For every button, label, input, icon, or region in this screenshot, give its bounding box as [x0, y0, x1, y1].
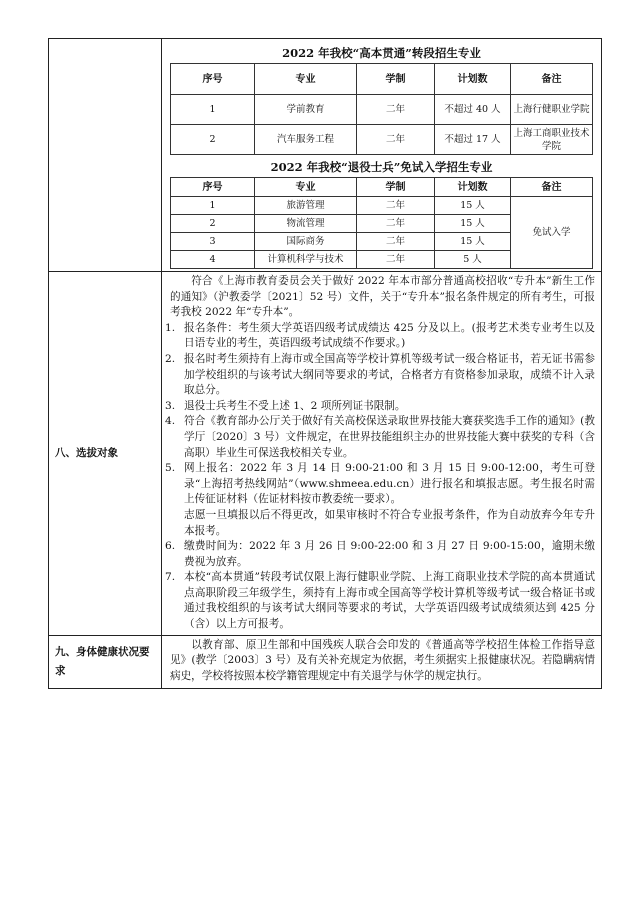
gaoben-majors-table [170, 63, 593, 155]
cell-note-merged: 免试入学 [511, 197, 593, 269]
table-row [171, 197, 593, 215]
row-selection-label-cell [49, 272, 162, 636]
table-header-row [171, 64, 593, 95]
col-header-index: 序号 [171, 64, 255, 95]
item-text: 志愿一旦填报以后不得更改，如果审核时不符合专业报考条件，作为自动放弃今年专升本报考。 [184, 508, 595, 537]
col-header-note: 备注 [511, 64, 593, 95]
row-majors-label-cell [49, 39, 162, 272]
cell-major: 计算机科学与技术 [255, 251, 357, 269]
cell-note: 上海行健职业学院 [511, 95, 593, 125]
row-selection [49, 272, 602, 636]
cell-index: 2 [171, 125, 255, 155]
cell-major: 国际商务 [255, 233, 357, 251]
item-text: 缴费时间为：2022 年 3 月 26 日 9:00-22:00 和 3 月 27 日 9:00-15:00，逾期未缴费视为放弃。 [184, 540, 595, 568]
col-header-plan: 计划数 [435, 64, 511, 95]
item-text: 报名时考生须持有上海市或全国高等学校计算机等级考试一级合格证书，若无证书需参加学校组织的与该考试大纲同等要求的考试，合格者方有资格参加录取，成绩不计入录取总分。 [184, 352, 595, 397]
cell-plan: 不超过 40 人 [435, 95, 511, 125]
item-text: 本校“高本贯通”转段考试仅限上海行健职业学院、上海工商职业技术学院的高本贯通试点高职阶段三年级学生，须持有上海市或全国高等学校计算机等级考试一级合格证书或通过我校组织的与该考试大纲同等要求的考试，大学英语四级考试成绩须达到 425 分（含）以上方可报考。 [184, 571, 595, 631]
item-number: 6. [165, 540, 176, 553]
cell-major: 物流管理 [255, 215, 357, 233]
table-row [171, 125, 593, 155]
col-header-duration: 学制 [357, 64, 435, 95]
cell-duration: 二年 [357, 197, 435, 215]
cell-major: 汽车服务工程 [255, 125, 357, 155]
list-item [162, 414, 601, 461]
item-text: 退役士兵考生不受上述 1、2 项所列证书限制。 [184, 399, 406, 412]
list-item [162, 539, 601, 570]
cell-plan: 5 人 [435, 251, 511, 269]
admissions-table [48, 38, 602, 689]
row-health [49, 635, 602, 689]
col-header-plan: 计划数 [435, 178, 511, 197]
cell-index: 4 [171, 251, 255, 269]
cell-plan: 15 人 [435, 215, 511, 233]
list-item [162, 352, 601, 399]
row-majors-content-cell [162, 39, 602, 272]
list-item [162, 399, 601, 415]
table-row [171, 95, 593, 125]
col-header-major: 专业 [255, 178, 357, 197]
cell-index: 2 [171, 215, 255, 233]
item-number: 3. [165, 399, 176, 412]
list-item [162, 508, 601, 539]
cell-duration: 二年 [357, 125, 435, 155]
cell-duration: 二年 [357, 233, 435, 251]
col-header-index: 序号 [171, 178, 255, 197]
cell-index: 1 [171, 95, 255, 125]
cell-plan: 15 人 [435, 233, 511, 251]
col-header-duration: 学制 [357, 178, 435, 197]
cell-note: 上海工商职业技术学院 [511, 125, 593, 155]
item-number: 2. [165, 352, 176, 365]
cell-plan: 15 人 [435, 197, 511, 215]
item-number: 7. [165, 571, 176, 584]
row-majors [49, 39, 602, 272]
col-header-major: 专业 [255, 64, 357, 95]
cell-duration: 二年 [357, 215, 435, 233]
row-health-content-cell [162, 635, 602, 689]
list-item [162, 461, 601, 508]
item-number: 4. [165, 415, 176, 428]
item-text: 符合《教育部办公厅关于做好有关高校保送录取世界技能大赛获奖选手工作的通知》(教学厅〔2020〕3 号）文件规定，在世界技能组织主办的世界技能大赛中获奖的专科（含高职）毕业生可保送我校相关专业。 [184, 415, 595, 459]
row-health-label-cell [49, 635, 162, 689]
cell-index: 1 [171, 197, 255, 215]
row-selection-content-cell [162, 272, 602, 636]
cell-index: 3 [171, 233, 255, 251]
cell-duration: 二年 [357, 95, 435, 125]
section9-text: 以教育部、原卫生部和中国残疾人联合会印发的《普通高等学校招生体检工作指导意见》(教学〔2003〕3 号）及有关补充规定为依据，考生须据实上报健康状况。若隐瞒病情病史，学校将按照本校学籍管理规定中有关退学与休学的规定执行。 [170, 638, 595, 682]
veteran-majors-table [170, 177, 593, 269]
item-number: 1. [165, 321, 176, 334]
col-header-note: 备注 [511, 178, 593, 197]
section8-intro: 符合《上海市教育委员会关于做好 2022 年本市部分普通高校招收“专升本”新生工作的通知》（沪教委学〔2021〕52 号）文件，关于“专升本”报名条件规定的所有考生，可报考我校 2022 年“专升本”。 [170, 275, 595, 319]
table2-title: 2022 年我校“退役士兵”免试入学招生专业 [270, 160, 493, 174]
item-text: 网上报名：2022 年 3 月 14 日 9:00-21:00 和 3 月 15 日 9:00-12:00，考生可登录“上海招考热线网站”（www.shmeea.edu.cn）进行报名和填报志愿。考生报名时需上传征证材料（佐证材料按市教委统一要求）。 [184, 462, 595, 506]
cell-major: 学前教育 [255, 95, 357, 125]
list-item [162, 321, 601, 352]
section8-label: 八、选拔对象 [55, 446, 118, 459]
section9-label: 九、身体健康状况要求 [55, 646, 150, 678]
cell-duration: 二年 [357, 251, 435, 269]
item-number: 5. [165, 462, 176, 475]
cell-plan: 不超过 17 人 [435, 125, 511, 155]
item-text: 报名条件：考生须大学英语四级考试成绩达 425 分及以上。(报考艺术类专业考生以及日语专业的考生，英语四级考试成绩不作要求。) [184, 321, 595, 350]
list-item [162, 570, 601, 632]
table1-title: 2022 年我校“高本贯通”转段招生专业 [282, 46, 481, 60]
table-header-row [171, 178, 593, 197]
cell-major: 旅游管理 [255, 197, 357, 215]
